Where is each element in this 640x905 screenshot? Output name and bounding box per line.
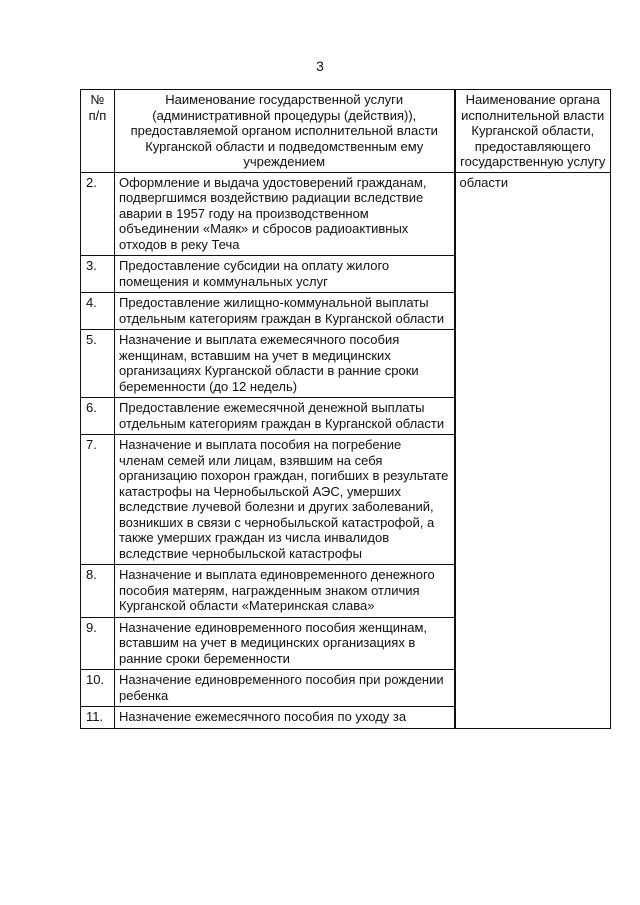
row-service-name: Назначение единовременного пособия при рождении ребенка (115, 670, 455, 707)
row-number: 8. (81, 565, 115, 618)
header-number: № п/п (81, 90, 115, 173)
row-service-name: Назначение и выплата единовременного денежного пособия матерям, награжденным знаком отличия Курганской области «Материнская слава» (115, 565, 455, 618)
row-service-name: Оформление и выдача удостоверений гражданам, подвергшимся воздействию радиации вследствие аварии в 1957 году на производственном объединении «Маяк» и сбросов радиоактивных отходов в реку Теча (115, 172, 455, 256)
page-number: 3 (316, 58, 324, 74)
organ-name-cell: области (455, 172, 611, 728)
row-number: 9. (81, 617, 115, 670)
header-service-name: Наименование государственной услуги (административной процедуры (действия)), предоставляемой органом исполнительной власти Курганской области и подведомственным ему учреждением (115, 90, 455, 173)
header-organ-name: Наименование органа исполнительной власти Курганской области, предоставляющего государственную услугу (455, 90, 611, 173)
row-service-name: Предоставление жилищно-коммунальной выплаты отдельным категориям граждан в Курганской области (115, 293, 455, 330)
row-number: 4. (81, 293, 115, 330)
row-service-name: Назначение и выплата пособия на погребение членам семей или лицам, взявшим на себя организацию похорон граждан, погибших в результате катастрофы на Чернобыльской АЭС, умерших вследствие лучевой болезни и других заболеваний, возникших в связи с чернобыльской катастрофой, а также умерших граждан из числа инвалидов вследствие чернобыльской катастрофы (115, 435, 455, 565)
row-service-name: Назначение и выплата ежемесячного пособия женщинам, вставшим на учет в медицинских организациях Курганской области в ранние сроки беременности (до 12 недель) (115, 330, 455, 398)
row-service-name: Назначение единовременного пособия женщинам, вставшим на учет в медицинских организациях в ранние сроки беременности (115, 617, 455, 670)
row-number: 5. (81, 330, 115, 398)
table-header-row (81, 90, 611, 173)
table-row (81, 172, 611, 256)
row-number: 7. (81, 435, 115, 565)
row-service-name: Назначение ежемесячного пособия по уходу за (115, 707, 455, 729)
row-number: 2. (81, 172, 115, 256)
services-table (80, 89, 611, 729)
row-number: 11. (81, 707, 115, 729)
row-service-name: Предоставление ежемесячной денежной выплаты отдельным категориям граждан в Курганской области (115, 398, 455, 435)
row-number: 3. (81, 256, 115, 293)
row-number: 6. (81, 398, 115, 435)
row-number: 10. (81, 670, 115, 707)
row-service-name: Предоставление субсидии на оплату жилого помещения и коммунальных услуг (115, 256, 455, 293)
